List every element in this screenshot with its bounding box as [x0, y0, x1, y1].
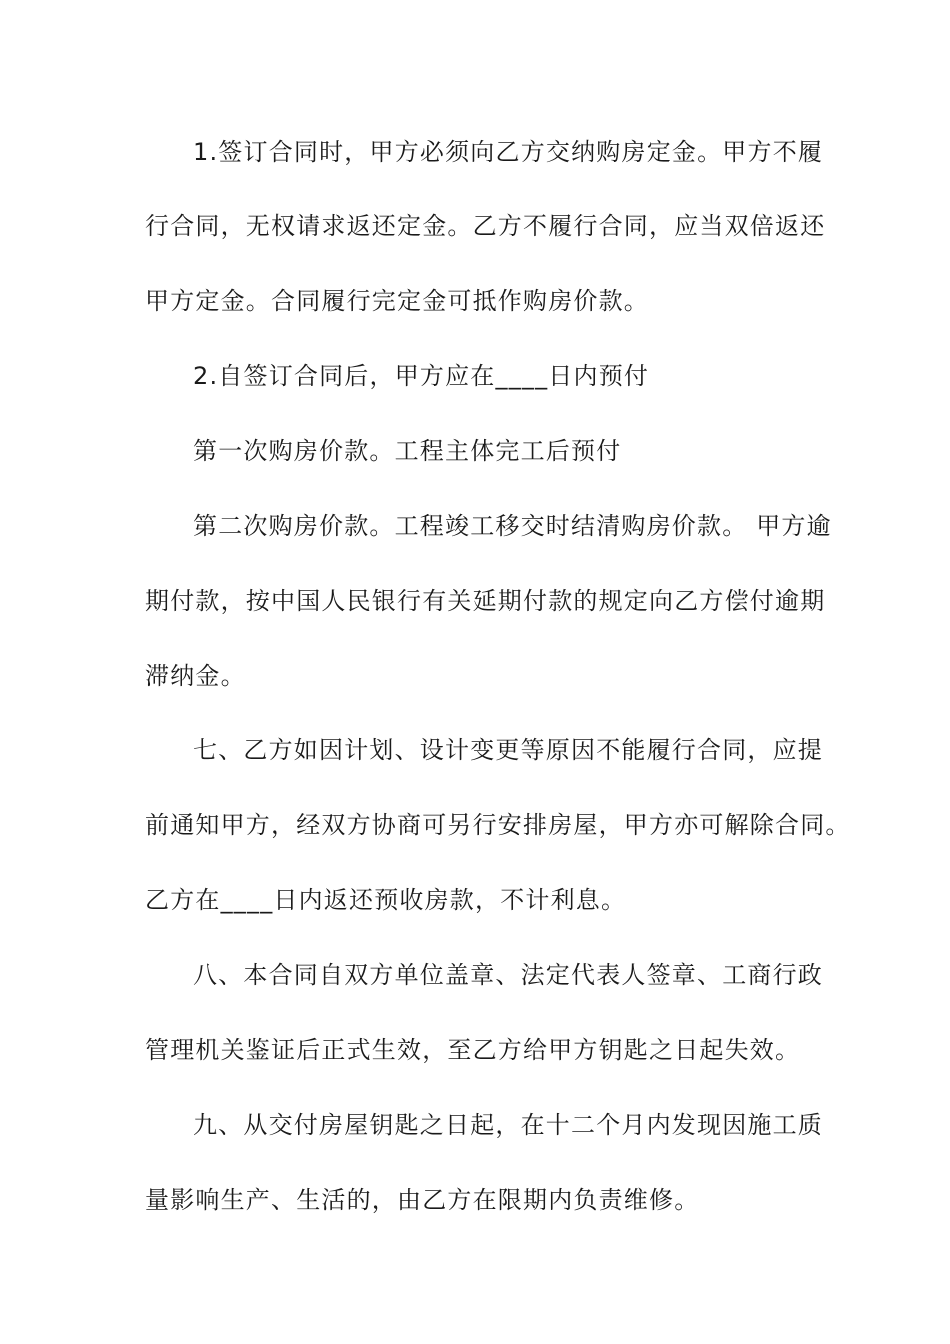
clause-2-line-4: 期付款，按中国人民银行有关延期付款的规定向乙方偿付逾期	[145, 587, 826, 615]
clause-9-line-1: 九、从交付房屋钥匙之日起，在十二个月内发现因施工质	[193, 1111, 823, 1139]
clause-2-line-3: 第二次购房价款。工程竣工移交时结清购房价款。 甲方逾	[193, 512, 832, 540]
clause-8-line-1: 八、本合同自双方单位盖章、法定代表人签章、工商行政	[193, 961, 823, 989]
clause-2-line-5: 滞纳金。	[145, 662, 246, 690]
clause-7-line-1: 七、乙方如因计划、设计变更等原因不能履行合同，应提	[193, 736, 823, 764]
clause-8-line-2: 管理机关鉴证后正式生效，至乙方给甲方钥匙之日起失效。	[145, 1036, 801, 1064]
clause-1-line-1: 1.签订合同时，甲方必须向乙方交纳购房定金。甲方不履	[193, 138, 824, 166]
clause-7-line-3: 乙方在____日内返还预收房款，不计利息。	[145, 886, 627, 914]
clause-1-line-2: 行合同，无权请求返还定金。乙方不履行合同，应当双倍返还	[145, 212, 826, 240]
clause-2-line-1: 2.自签订合同后，甲方应在____日内预付	[193, 362, 650, 390]
clause-1-line-3: 甲方定金。合同履行完定金可抵作购房价款。	[145, 287, 649, 315]
clause-2-line-2: 第一次购房价款。工程主体完工后预付	[193, 437, 622, 465]
clause-9-line-2: 量影响生产、生活的，由乙方在限期内负责维修。	[145, 1186, 700, 1214]
clause-7-line-2: 前通知甲方，经双方协商可另行安排房屋，甲方亦可解除合同。	[145, 811, 851, 839]
